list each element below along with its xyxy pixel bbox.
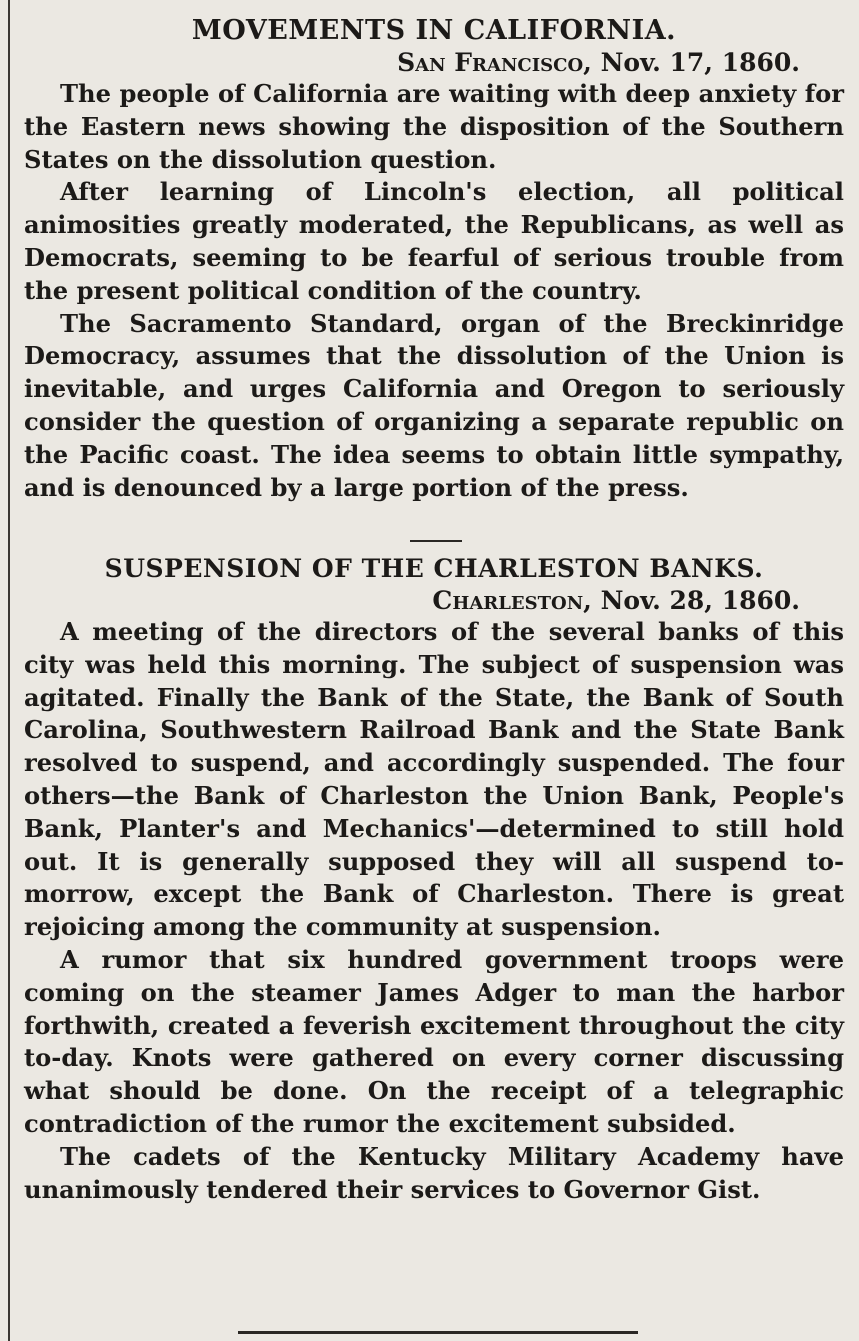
dateline xyxy=(24,586,844,616)
article-divider xyxy=(410,540,462,542)
article-california xyxy=(24,14,844,504)
paragraph: The Sacramento Standard, organ of the Breckinridge Democracy, assumes that the dissolution of the Union is inevitable, and urges California and Oregon to seriously consider the question of organizing a separate republic on the Pacific coast. The idea seems to obtain little sympathy, and is denounced by a large portion of the press. xyxy=(24,308,844,502)
paragraph: After learning of Lincoln's election, all political animosities greatly moderated, the Republicans, as well as Democrats, seeming to be fearful of serious trouble from the present political condition of the country. xyxy=(24,177,844,305)
paragraph: The cadets of the Kentucky Military Academy have unanimously tendered their services to Governor Gist. xyxy=(24,1141,844,1204)
paragraph: The people of California are waiting with deep anxiety for the Eastern news showing the disposition of the Southern States on the dissolution question. xyxy=(24,79,844,174)
dateline-place: Charleston, xyxy=(432,586,592,615)
bottom-divider xyxy=(238,1331,638,1334)
paragraph: A rumor that six hundred government troops were coming on the steamer James Adger to man the harbor forthwith, created a feverish excitement throughout the city to-day. Knots were gathered on every corner discussing what should be done. On the receipt of a telegraphic contradiction of the rumor the excitement subsided. xyxy=(24,944,844,1138)
dateline-date: Nov. 28, 1860. xyxy=(591,586,800,615)
article-charleston xyxy=(24,552,844,1206)
dateline-place: San Francisco, xyxy=(397,48,592,77)
paragraph: A meeting of the directors of the several banks of this city was held this morning. The subject of suspension was agitated. Finally the Bank of the State, the Bank of South Carolina, Southwestern Railroad Bank and the State Bank resolved to suspend, and accordingly suspended. The four others—the Bank of Charleston the Union Bank, People's Bank, Planter's and Mechanics'—determined to still hold out. It is generally supposed they will all suspend to-morrow, except the Bank of Charleston. There is great rejoicing among the community at suspension. xyxy=(24,617,844,942)
headline: SUSPENSION OF THE CHARLESTON BANKS. xyxy=(104,554,764,583)
dateline-date: Nov. 17, 1860. xyxy=(591,48,800,77)
dateline xyxy=(24,48,844,78)
headline: MOVEMENTS IN CALIFORNIA. xyxy=(191,15,677,46)
column-rule xyxy=(8,0,10,1341)
